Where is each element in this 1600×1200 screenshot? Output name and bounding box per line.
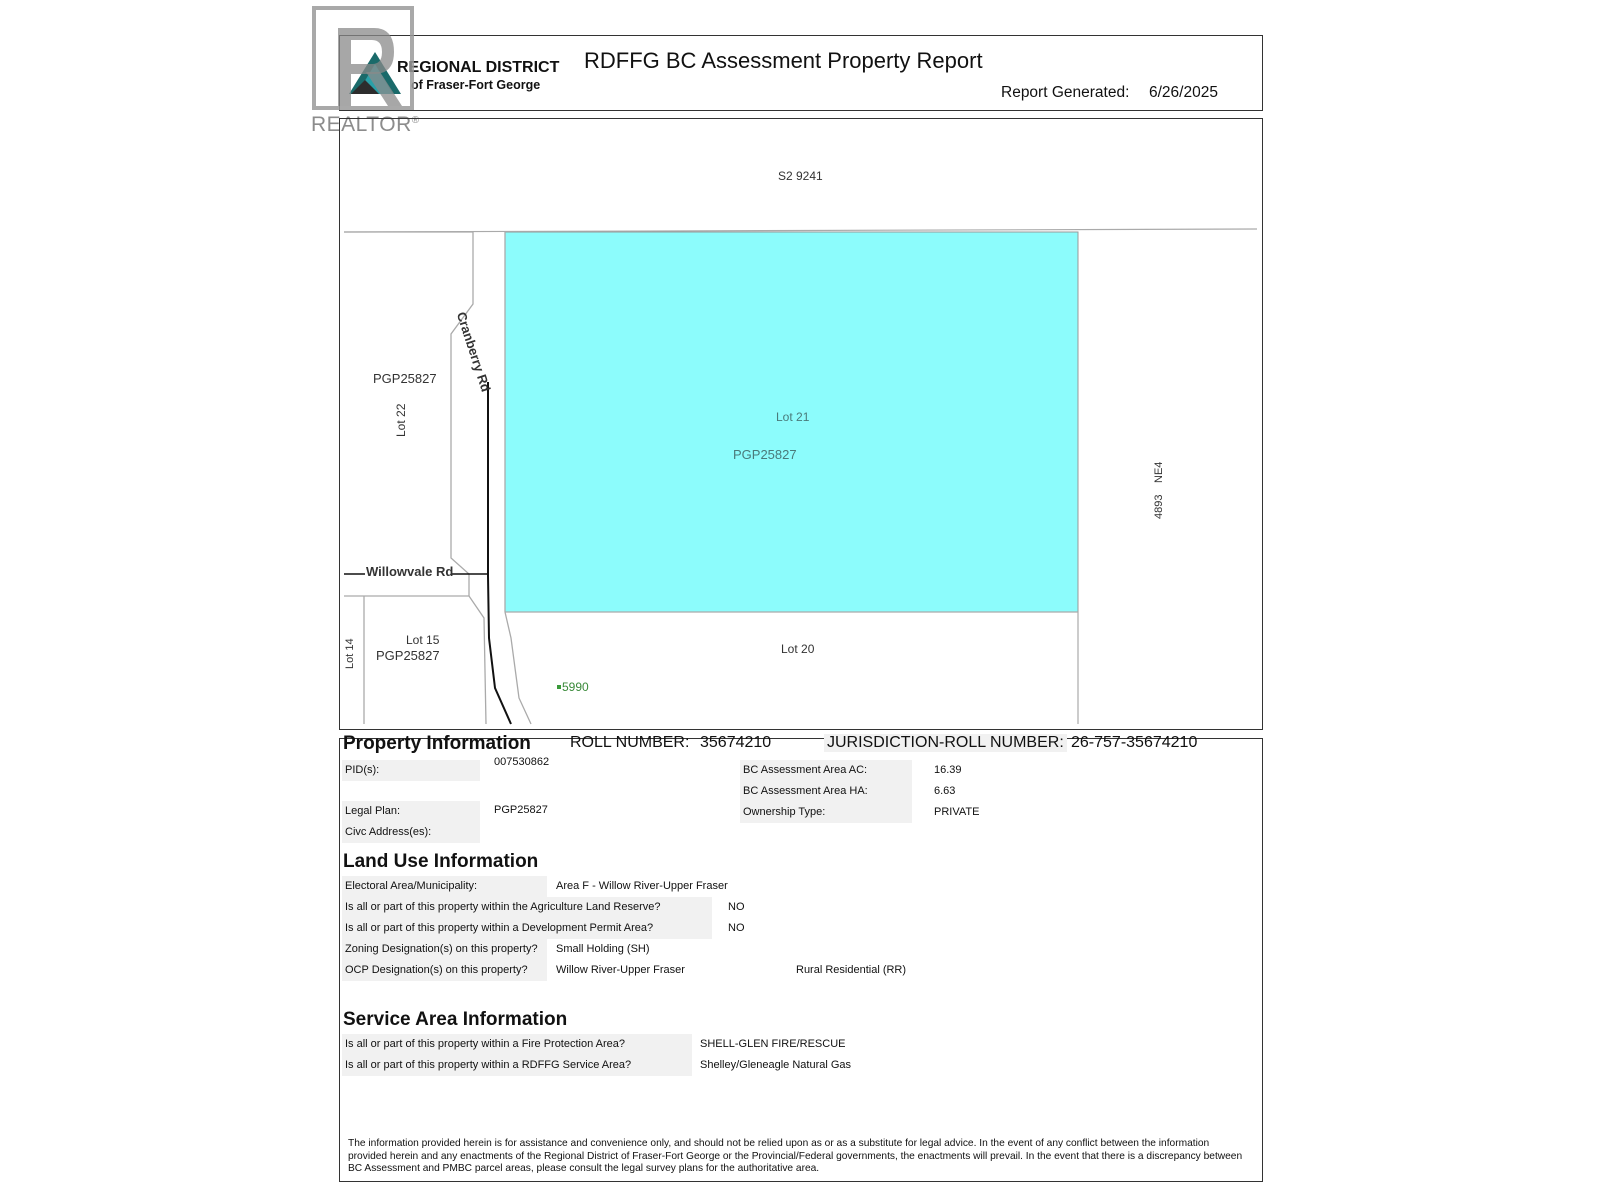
jurisdiction-roll-number: 26-757-35674210 — [1071, 734, 1198, 751]
fire-area-value: SHELL-GLEN FIRE/RESCUE — [700, 1038, 846, 1050]
realtor-logo-icon — [312, 6, 414, 110]
alr-value: NO — [728, 901, 745, 913]
district-name: REGIONAL DISTRICT — [397, 59, 560, 76]
jurisdiction-roll-label: JURISDICTION-ROLL NUMBER: — [824, 734, 1067, 752]
alr-label: Is all or part of this property within the Agriculture Land Reserve? — [342, 897, 712, 918]
map-label-west-plan: PGP25827 — [373, 371, 437, 386]
map-label-top-parcel: S2 9241 — [778, 169, 823, 183]
map-label-willowvale-rd: Willowvale Rd — [366, 564, 454, 579]
property-info-title: Property Information — [343, 733, 531, 754]
map-label-lot22: Lot 22 — [394, 403, 408, 437]
report-generated-date: 6/26/2025 — [1149, 84, 1218, 101]
roll-number: 35674210 — [700, 734, 772, 751]
ocp-label: OCP Designation(s) on this property? — [342, 960, 547, 981]
map-label-lot14: Lot 14 — [344, 638, 356, 669]
fire-area-label: Is all or part of this property within a Fire Protection Area? — [342, 1034, 692, 1055]
disclaimer-text: The information provided herein is for assistance and convenience only, and should not be relied upon as or as a substitute for legal advice. In the event of any conflict between the information provided herein and any enactments of the Regional District of Fraser-Fort George or the Provincial/Federal governments, the enactments will prevail. In the event that there is a discrepancy between BC Assessment and PMBC parcel areas, please consult the legal survey plans for the authoritative area. — [348, 1138, 1243, 1174]
realtor-wordmark: REALTOR® — [311, 113, 420, 136]
area-ha-label: BC Assessment Area HA: — [740, 781, 912, 802]
map-label-4893: 4893 — [1153, 494, 1165, 519]
district-subtitle: of Fraser-Fort George — [411, 78, 541, 92]
service-area-label: Is all or part of this property within a RDFFG Service Area? — [342, 1055, 692, 1076]
area-ac-value: 16.39 — [934, 764, 962, 776]
zoning-label: Zoning Designation(s) on this property? — [342, 939, 547, 960]
report-generated-label: Report Generated: — [1001, 84, 1130, 101]
legal-plan-label: Legal Plan: — [342, 801, 480, 822]
pid-label: PID(s): — [342, 760, 480, 781]
pid-value: 007530862 — [494, 756, 550, 768]
map-label-ne4: NE4 — [1153, 461, 1165, 483]
report-title: RDFFG BC Assessment Property Report — [584, 48, 983, 73]
map-label-sw-plan: PGP25827 — [376, 648, 440, 663]
dpa-label: Is all or part of this property within a Development Permit Area? — [342, 918, 712, 939]
map-label-subject-lot: Lot 21 — [776, 410, 810, 424]
ocp-designation-value: Rural Residential (RR) — [796, 964, 907, 976]
legal-plan-value: PGP25827 — [494, 804, 548, 816]
map-label-lot15: Lot 15 — [406, 633, 440, 647]
land-use-title: Land Use Information — [343, 851, 539, 872]
parcel-map-drawing — [339, 118, 1263, 730]
ownership-value: PRIVATE — [934, 806, 980, 818]
electoral-area-value: Area F - Willow River-Upper Fraser — [556, 880, 728, 892]
address-point — [557, 685, 561, 689]
service-area-title: Service Area Information — [343, 1009, 568, 1030]
ownership-label: Ownership Type: — [740, 802, 912, 823]
area-ac-label: BC Assessment Area AC: — [740, 760, 912, 781]
electoral-area-label: Electoral Area/Municipality: — [342, 876, 547, 897]
map-label-address-number: 5990 — [562, 680, 589, 694]
civic-address-label: Civc Address(es): — [342, 822, 480, 843]
area-ha-value: 6.63 — [934, 785, 956, 797]
service-area-value: Shelley/Gleneagle Natural Gas — [700, 1059, 852, 1071]
zoning-value: Small Holding (SH) — [556, 943, 650, 955]
dpa-value: NO — [728, 922, 745, 934]
map-label-cranberry-rd: Cranberry Rd — [453, 310, 494, 394]
ocp-area-value: Willow River-Upper Fraser — [556, 964, 685, 976]
map-label-lot20: Lot 20 — [781, 642, 815, 656]
map-label-subject-plan: PGP25827 — [733, 447, 797, 462]
roll-number-label: ROLL NUMBER: — [570, 734, 690, 751]
